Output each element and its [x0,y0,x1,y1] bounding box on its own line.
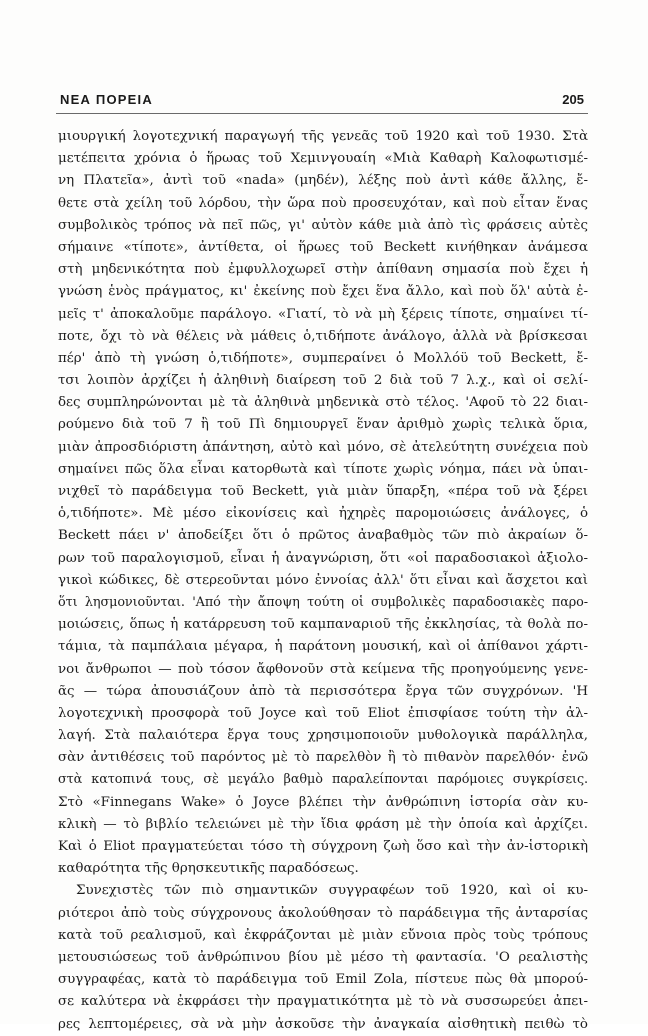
text-line: μεῖς τ' ἀποκαλοῦμε παράλογο. «Γιατί, τὸ νὰ μὴ ξέρεις τίποτε, σημαίνει τί- [58,306,588,322]
body-text [58,126,588,1036]
text-line: ποτε, ὄχι τὸ νὰ θέλεις νὰ μάθεις ὁ,τιδήποτε ἀνάλογο, ἀλλὰ νὰ βρίσκεσαι [58,328,588,344]
text-line: πέρ' ἀπὸ τὴ γνώση ὁ,τιδήποτε», συμπεραίνει ὁ Μολλόϋ τοῦ Beckett, ἔ- [58,350,588,366]
text-line: σημαίνει πῶς ὅλα εἶναι κατορθωτὰ καὶ τίποτε χωρὶς νόημα, πάει νὰ ὑπαι- [58,461,588,477]
text-line: σήμαινε «τίποτε», ἀντίθετα, οἱ ἥρωες τοῦ Beckett κινήθηκαν ἀνάμεσα [58,239,588,255]
text-line: στὰ κατοπινά τους, σὲ μεγάλο βαθμὸ παραλείπονται παρόμοιες συγκρίσεις. [58,772,588,788]
text-line: καθαρότητα τῆς θρησκευτικῆς παραδόσεως. [58,861,359,877]
text-line: μοιώσεις, ὅπως ἡ κατάρρευση τοῦ καμπαναριοῦ τῆς ἐκκλησίας, τὰ θολὰ πο- [58,617,588,633]
paragraph-first-line: Συνεχιστὲς τῶν πιὸ σημαντικῶν συγγραφέων τοῦ 1920, καὶ οἱ κυ- [76,883,588,899]
text-line: λογοτεχνικὴ προσφορὰ τοῦ Joyce καὶ τοῦ Eliot ἐπισφίασε τούτη τὴν ἀλ- [58,705,588,721]
text-line: μετουσιώσεως τοῦ ἀνθρώπινου βίου μὲ μέσο τὴ φαντασία. 'Ο ρεαλιστὴς [58,949,588,965]
text-line: νιχθεῖ τὸ παράδειγμα τοῦ Beckett, γιὰ μιὰν ὕπαρξη, «πέρα τοῦ νὰ ξέρει [58,484,588,499]
text-line: νη Πλατεῖα», ἀντὶ τοῦ «nada» (μηδέν), λέξης ποὺ ἀντὶ κάθε ἄλλης, ἔ- [58,173,588,189]
text-line: Beckett πάει ν' ἀποδείξει ὅτι ὁ πρῶτος ἀναβαθμὸς τῶν πιὸ ἀκραίων ὅ- [58,528,588,544]
text-line: ᾶς — τώρα ἀπουσιάζουν ἀπὸ τὰ περισσότερα ἔργα τῶν συγχρόνων. 'Η [58,683,588,699]
text-line: ὅτι λησμονιοῦνται. 'Από τὴν ἄποψη τούτη οἱ συμβολικὲς παραδοσιακὲς παρο- [58,594,588,610]
text-line: τάμια, τὰ παμπάλαια μέγαρα, ἡ παράτονη μουσική, καὶ οἱ ἀπίθανοι χάρτι- [58,639,588,655]
text-line: στὴ μηδενικότητα ποὺ ἐμφυλλοχωρεῖ στὴν ἀπίθανη σημασία ποὺ ἔχει ἡ [58,262,588,278]
text-line: συμβολικὸς τρόπος νὰ πεῖ πῶς, γι' αὐτὸν κάθε μιὰ ἀπὸ τὶς φράσεις αὐτὲς [58,217,588,233]
text-line: γικοὶ κώδικες, δὲ στερεοῦνται μόνο ἐννοίας ἀλλ' ὅτι εἶναι καὶ ἄσχετοι καὶ [58,572,588,588]
text-line: μετέπειτα χρόνια ὁ ἥρωας τοῦ Χεμινγουαίη «Μιὰ Καθαρὴ Καλοφωτισμέ- [58,151,588,167]
text-line: γνώση ἑνὸς πράγματος, κι' ἐκείνης ποὺ ἔχει ἕνα ἄλλο, καὶ ποὺ ὅλ' αὐτὰ ἐ- [58,284,588,300]
text-line: Στὸ «Finnegans Wake» ὁ Joyce βλέπει τὴν ἀνθρώπινη ἱστορία σὰν κυ- [58,794,588,810]
text-line: δες συμπληρώνονται μὲ τὰ ἀληθινὰ μηδενικὰ στὸ τέλος. 'Αφοῦ τὸ 22 διαι- [58,395,588,411]
journal-title: ΝΕΑ ΠΟΡΕΙΑ [60,92,153,107]
text-line: νοι ἄνθρωποι — ποὺ τόσον ἄφθονοῦν στὰ κείμενα τῆς προηγούμενης γενε- [58,661,588,677]
page-number: 205 [562,92,584,107]
running-header [56,90,588,112]
text-line: τσι λοιπὸν ἀρχίζει ἡ ἀληθινὴ διαίρεση τοῦ 2 διὰ τοῦ 7 λ.χ., καὶ οἱ σελί- [58,373,588,389]
text-line: κλικὴ — τὸ βιβλίο τελειώνει μὲ τὴν ἴδια φράση μὲ τὴν ὁποία καὶ ἀρχίζει. [58,816,588,832]
text-line: σὰν ἀντιθέσεις τοῦ παρόντος μὲ τὸ παρελθὸν ἢ τὸ πιθανὸν παρελθόν· ἐνῶ [58,750,588,766]
text-line: κατὰ τοῦ ρεαλισμοῦ, καὶ ἐκφράζονται μὲ μιὰν εὔνοια πρὸς τοὺς τρόπους [58,927,588,943]
text-line: θετε στὰ χείλη τοῦ λόρδου, τὴν ὥρα ποὺ προσευχόταν, καὶ ποὺ εἶταν ἕνας [58,195,588,211]
text-line: λαγή. Στὰ παλαιότερα ἔργα τους χρησιμοποιοῦν μυθολογικὰ παράλληλα, [58,728,588,744]
header-rule [56,113,588,114]
text-line: ρες λεπτομέρειες, σὰ νὰ μὴν ἀσκοῦσε τὴν ἀναγκαία αἰσθητικὴ πειθὼ τὸ [58,1016,588,1032]
text-line: ρων τοῦ παραλογισμοῦ, εἶναι ἡ ἀναγνώριση, ὅτι «οἱ παραδοσιακοὶ ἀξιολο- [58,550,588,566]
text-line: Καὶ ὁ Eliot πραγματεύεται τόσο τὴ σύγχρονη ζωὴ ὅσο καὶ τὴν ἀν-ἱστορικὴ [58,839,588,854]
text-line: συγγραφέας, κατὰ τὸ παράδειγμα τοῦ Emil Zola, πίστευε πὼς θὰ μπορού- [58,972,588,988]
text-line: μιὰν ἀπροσδιόριστη ἀπάντηση, αὐτὸ καὶ μόνο, σὲ ἀτελεύτητη συνέχεια ποὺ [58,439,588,455]
text-line: ὁ,τιδήποτε». Μὲ μέσο εἰκονίσεις καὶ ἠχηρὲς παρομοιώσεις ἀνάλογες, ὁ [58,506,588,522]
text-line: ρούμενο διὰ τοῦ 7 ἢ τοῦ Πὶ δημιουργεῖ ἕναν ἀριθμὸ χωρὶς τελικὰ ὅρια, [58,417,588,433]
text-line: σε καλύτερα νὰ ἐκφράσει τὴν πραγματικότητα μὲ τὸ νὰ συσσωρεύει ἀπει- [58,994,588,1010]
text-line: μιουργική λογοτεχνική παραγωγή τῆς γενεᾶς τοῦ 1920 καὶ τοῦ 1930. Στὰ [58,129,588,144]
text-line: ριότεροι ἀπὸ τοὺς σύγχρονους ἀκολούθησαν τὸ παράδειγμα τῆς ἀνταρσίας [58,905,588,921]
